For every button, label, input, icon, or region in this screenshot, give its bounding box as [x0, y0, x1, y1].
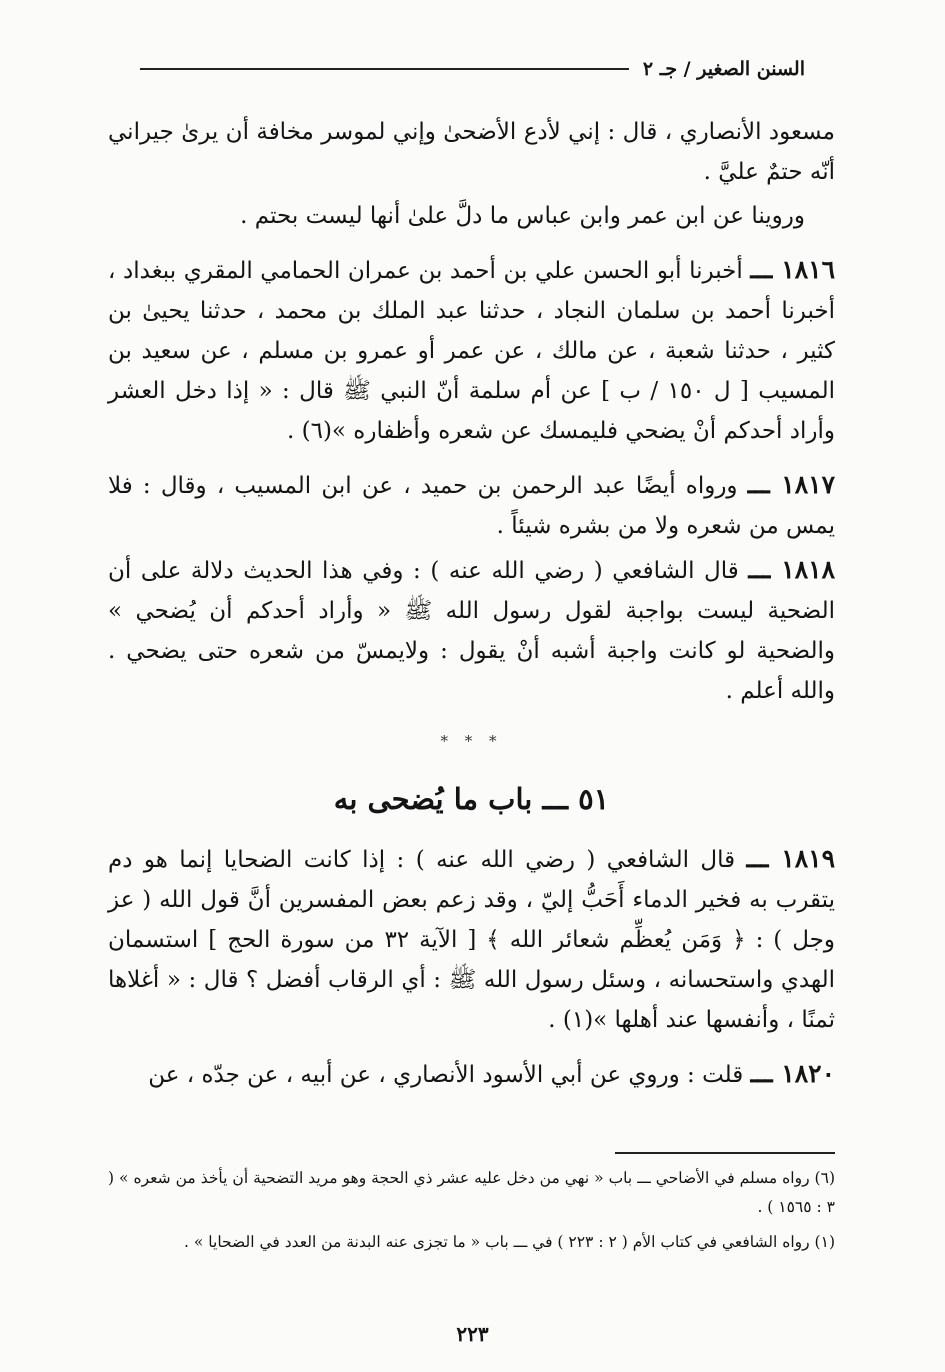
hadith-text: قلت : وروي عن أبي الأسود الأنصاري ، عن أبيه ، عن جدّه ، عن: [148, 1062, 744, 1088]
hadith-number: ١٨١٩ ـــ: [746, 844, 835, 873]
footnote-1: (١) رواه الشافعي في كتاب الأم ( ٢ : ٢٢٣ ) في ـــ باب « ما تجزى عنه البدنة من العدد في الضحايا » .: [184, 1233, 835, 1251]
running-title: السنن الصغير / جـ ٢: [642, 58, 805, 80]
paragraph-narration: وروينا عن ابن عمر وابن عباس ما دلَّ علىٰ أنها ليست بحتم .: [240, 203, 805, 229]
hadith-text: ورواه أيضًا عبد الرحمن بن حميد ، عن ابن المسيب ، وقال : فلا يمس من شعره ولا من بشره شيئاً .: [108, 473, 835, 539]
hadith-number: ١٨٢٠ ـــ: [750, 1059, 835, 1088]
footnotes: [108, 1164, 835, 1263]
hadith-1816: [108, 250, 835, 451]
chapter-title: ٥١ ـــ باب ما يُضحى به: [333, 782, 610, 816]
hadith-text: قال الشافعي ( رضي الله عنه ) : إذا كانت الضحايا إنما هو دم يتقرب به فخير الدماء أَحَبُّ إليّ ، وقد زعم بعض المفسرين أنَّ قول الله ( عز وجل ) : ﴿ وَمَن يُعظِّم شعائر الله ﴾ [ الآية ٣٢ من سورة الحج ] استسمان الهدي واستحسانه ، وسئل رسول الله ﷺ : أي الرقاب أفضل ؟ قال : « أغلاها ثمنًا ، وأنفسها عند أهلها »(١) .: [108, 847, 835, 1033]
hadith-number: ١٨١٦ ـــ: [750, 255, 835, 284]
hadith-1819: [108, 839, 835, 1040]
hadith-number: ١٨١٧ ـــ: [747, 470, 835, 499]
section-separator: * * *: [440, 732, 503, 750]
header-rule: [140, 68, 629, 70]
hadith-number: ١٨١٨ ـــ: [748, 555, 836, 584]
paragraph-continuation: مسعود الأنصاري ، قال : إني لأدع الأضحىٰ وإني لموسر مخافة أن يرىٰ جيراني أنّه حتمٌ عليَّ .: [108, 119, 835, 185]
footnote-rule: [615, 1152, 835, 1154]
hadith-text: أخبرنا أبو الحسن علي بن أحمد بن عمران الحمامي المقري ببغداد ، أخبرنا أحمد بن سلمان النجاد ، حدثنا عبد الملك بن محمد ، حدثنا يحيىٰ بن كثير ، حدثنا شعبة ، عن مالك ، عن عمر أو عمرو بن مسلم ، عن سعيد بن المسيب [ ل ١٥٠ / ب ] عن أم سلمة أنّ النبي ﷺ قال : « إذا دخل العشر وأراد أحدكم أنْ يضحي فليمسك عن شعره وأظفاره »(٦) .: [108, 258, 835, 444]
hadith-1820: [108, 1054, 835, 1095]
running-head: [140, 58, 805, 80]
body-text: [108, 112, 835, 1109]
hadith-1818: [108, 550, 835, 711]
hadith-text: قال الشافعي ( رضي الله عنه ) : وفي هذا الحديث دلالة على أن الضحية ليست بواجبة لقول رسول الله ﷺ « وأراد أحدكم أن يُضحي » والضحية لو كانت واجبة أشبه أنْ يقول : ولايمسّ من شعره حتى يضحي . والله أعلم .: [108, 558, 835, 704]
footnote-6: (٦) رواه مسلم في الأضاحي ـــ باب « نهي من دخل عليه عشر ذي الحجة وهو مريد التضحية أن يأخذ من شعره » ( ٣ : ١٥٦٥ ) .: [108, 1169, 835, 1216]
page-number: ٢٢٣: [456, 1322, 489, 1346]
hadith-1817: [108, 465, 835, 546]
